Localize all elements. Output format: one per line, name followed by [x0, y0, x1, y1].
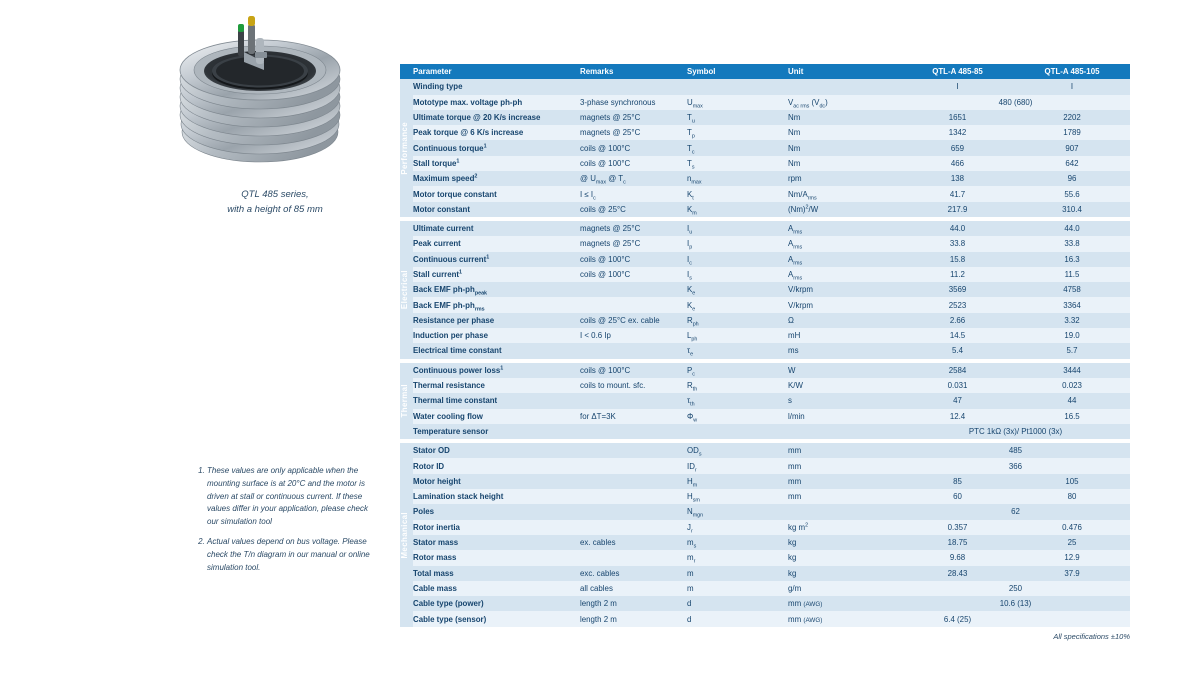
- cell-value-model-1: 11.2: [901, 267, 1014, 282]
- table-row: [400, 443, 1130, 458]
- cell-remarks: @ $U_{max}$ @ $T_c$: [580, 171, 687, 186]
- table-row: [400, 566, 1130, 581]
- caption-line-2: with a height of 85 mm: [227, 203, 323, 215]
- cell-parameter: Thermal resistance: [413, 378, 580, 393]
- col-header-remarks: Remarks: [580, 64, 687, 79]
- cell-symbol: $T_c$: [687, 140, 788, 155]
- cell-symbol: $ID_r$: [687, 458, 788, 473]
- cell-value-model-2: 25: [1014, 535, 1130, 550]
- cell-remarks: coils @ 100°C: [580, 363, 687, 378]
- table-row: [400, 424, 1130, 439]
- cell-value-model-2: 55.6: [1014, 186, 1130, 201]
- cell-unit: V/krpm: [788, 282, 901, 297]
- cell-value-shared: 62: [901, 504, 1130, 519]
- cell-value-model-1: 18.75: [901, 535, 1014, 550]
- cell-unit: Nm: [788, 125, 901, 140]
- cell-parameter: Motor height: [413, 474, 580, 489]
- cell-unit: $V_{ac rms}$ $(V_{dc})$: [788, 95, 901, 110]
- cell-parameter: Thermal time constant: [413, 393, 580, 408]
- cell-parameter: Stator mass: [413, 535, 580, 550]
- cell-value-shared: 250: [901, 581, 1130, 596]
- footnote-item: 2. Actual values depend on bus voltage. Please check the T/n diagram in our manual or online simulation tool.: [207, 536, 378, 574]
- cell-value-model-1: 6.4 (25): [901, 611, 1014, 626]
- cell-value-model-1: 33.8: [901, 236, 1014, 251]
- cell-parameter: Ultimate current: [413, 221, 580, 236]
- cell-value-model-1: 1342: [901, 125, 1014, 140]
- cell-remarks: [580, 282, 687, 297]
- cell-unit: ms: [788, 343, 901, 358]
- image-caption: [180, 188, 370, 217]
- cell-value-model-2: 16.5: [1014, 409, 1130, 424]
- footnote-item: 1. These values are only applicable when the mounting surface is at 20°C and the motor is driven at stall or continuous current. If these values differ in your application, please check our simulation tool: [207, 465, 378, 529]
- cell-remarks: [580, 489, 687, 504]
- cell-remarks: coils @ 25°C: [580, 202, 687, 217]
- cell-remarks: exc. cables: [580, 566, 687, 581]
- cell-value-model-1: 15.8: [901, 252, 1014, 267]
- table-row: [400, 202, 1130, 217]
- table-row: [400, 474, 1130, 489]
- cell-remarks: I < 0.6 Ip: [580, 328, 687, 343]
- cell-value-model-1: 47: [901, 393, 1014, 408]
- cell-unit: mm (AWG): [788, 596, 901, 611]
- cell-parameter: Back EMF $ph-ph_{peak}$: [413, 282, 580, 297]
- cell-remarks: [580, 474, 687, 489]
- cell-symbol: $T_s$: [687, 156, 788, 171]
- group-label-performance: Performance: [400, 79, 413, 217]
- cell-unit: $A_{rms}$: [788, 252, 901, 267]
- table-row: [400, 343, 1130, 358]
- cell-value-model-2: 12.9: [1014, 550, 1130, 565]
- cell-value-model-2: 2202: [1014, 110, 1130, 125]
- cell-symbol: [687, 79, 788, 94]
- cell-unit: kg: [788, 566, 901, 581]
- cell-remarks: $I \le I_c$: [580, 186, 687, 201]
- cell-value-model-1: 2.66: [901, 313, 1014, 328]
- cell-parameter: Rotor ID: [413, 458, 580, 473]
- cell-remarks: coils @ 100°C: [580, 252, 687, 267]
- cell-symbol: $I_s$: [687, 267, 788, 282]
- cell-parameter: Maximum speed$^2$: [413, 171, 580, 186]
- cell-symbol: $K_m$: [687, 202, 788, 217]
- product-illustration-panel: [0, 0, 395, 675]
- cell-remarks: 3-phase synchronous: [580, 95, 687, 110]
- cell-value-model-1: 60: [901, 489, 1014, 504]
- group-label-thermal: Thermal: [400, 363, 413, 439]
- cell-value-model-2: 37.9: [1014, 566, 1130, 581]
- cell-parameter: Motor constant: [413, 202, 580, 217]
- col-header-model-1: QTL-A 485-85: [901, 64, 1014, 79]
- cell-value-model-2: 907: [1014, 140, 1130, 155]
- table-row: [400, 581, 1130, 596]
- footnotes-block: [196, 465, 378, 581]
- cell-value-model-2: 11.5: [1014, 267, 1130, 282]
- cell-value-model-2: 5.7: [1014, 343, 1130, 358]
- cell-symbol: $P_c$: [687, 363, 788, 378]
- motor-image: [160, 8, 360, 188]
- table-row: [400, 79, 1130, 94]
- cell-symbol: $J_r$: [687, 520, 788, 535]
- cell-symbol: $H_{sm}$: [687, 489, 788, 504]
- cell-unit: mm: [788, 489, 901, 504]
- table-row: [400, 409, 1130, 424]
- table-row: [400, 171, 1130, 186]
- cell-value-model-2: 80: [1014, 489, 1130, 504]
- cell-unit: $A_{rms}$: [788, 267, 901, 282]
- cell-unit: Nm: [788, 110, 901, 125]
- cell-remarks: length 2 m: [580, 611, 687, 626]
- cell-remarks: [580, 393, 687, 408]
- cell-value-shared: 480 (680): [901, 95, 1130, 110]
- cell-unit: $A_{rms}$: [788, 236, 901, 251]
- cell-unit: $Nm/A_{rms}$: [788, 186, 901, 201]
- cell-value-model-2: 4758: [1014, 282, 1130, 297]
- table-row: [400, 156, 1130, 171]
- cell-remarks: ex. cables: [580, 535, 687, 550]
- cell-value-model-1: 1651: [901, 110, 1014, 125]
- table-header-row: [400, 64, 1130, 79]
- cell-symbol: $R_{ph}$: [687, 313, 788, 328]
- cell-value-model-2: 96: [1014, 171, 1130, 186]
- cell-unit: W: [788, 363, 901, 378]
- cell-parameter: Temperature sensor: [413, 424, 580, 439]
- cell-symbol: $T_p$: [687, 125, 788, 140]
- cell-remarks: [580, 443, 687, 458]
- table-row: [400, 95, 1130, 110]
- cell-parameter: Poles: [413, 504, 580, 519]
- group-label-electrical: Electrical: [400, 221, 413, 359]
- table-row: [400, 504, 1130, 519]
- table-row: [400, 393, 1130, 408]
- cell-value-model-1: 9.68: [901, 550, 1014, 565]
- cell-value-model-1: 217.9: [901, 202, 1014, 217]
- cell-value-model-2: 105: [1014, 474, 1130, 489]
- group-label-header: [400, 64, 413, 79]
- table-row: [400, 520, 1130, 535]
- cell-remarks: coils @ 100°C: [580, 267, 687, 282]
- cell-parameter: Cable type (sensor): [413, 611, 580, 626]
- cell-parameter: Resistance per phase: [413, 313, 580, 328]
- cell-unit: mm: [788, 443, 901, 458]
- cell-parameter: Stall torque$^1$: [413, 156, 580, 171]
- cell-value-shared: 366: [901, 458, 1130, 473]
- cell-value-model-1: 41.7: [901, 186, 1014, 201]
- table-row: [400, 236, 1130, 251]
- cell-symbol: $T_u$: [687, 110, 788, 125]
- cell-parameter: Ultimate torque @ 20 K/s increase: [413, 110, 580, 125]
- cell-symbol: m: [687, 566, 788, 581]
- cell-value-model-1: 85: [901, 474, 1014, 489]
- cell-remarks: [580, 424, 687, 439]
- specifications-table-container: [400, 64, 1130, 627]
- col-header-symbol: Symbol: [687, 64, 788, 79]
- cell-value-model-1: 466: [901, 156, 1014, 171]
- cell-unit: kg: [788, 550, 901, 565]
- cell-parameter: Cable type (power): [413, 596, 580, 611]
- cell-remarks: [580, 550, 687, 565]
- specification-tolerance-note: All specifications ±10%: [1053, 632, 1130, 641]
- cell-symbol: $\Phi_w$: [687, 409, 788, 424]
- cell-parameter: Stator OD: [413, 443, 580, 458]
- cell-symbol: $\tau_e$: [687, 343, 788, 358]
- table-row: [400, 550, 1130, 565]
- table-row: [400, 252, 1130, 267]
- table-row: [400, 282, 1130, 297]
- cell-value-model-1: 0.357: [901, 520, 1014, 535]
- cell-remarks: magnets @ 25°C: [580, 110, 687, 125]
- cell-value-model-2: 1789: [1014, 125, 1130, 140]
- cell-value-model-2: 3444: [1014, 363, 1130, 378]
- cell-symbol: $m_r$: [687, 550, 788, 565]
- table-row: [400, 611, 1130, 626]
- cell-parameter: Motor torque constant: [413, 186, 580, 201]
- table-row: [400, 596, 1130, 611]
- cell-value-model-1: 2523: [901, 297, 1014, 312]
- cell-unit: mm: [788, 474, 901, 489]
- table-row: [400, 140, 1130, 155]
- cell-symbol: d: [687, 611, 788, 626]
- cell-remarks: [580, 79, 687, 94]
- col-header-unit: Unit: [788, 64, 901, 79]
- cell-value-shared: 10.6 (13): [901, 596, 1130, 611]
- cell-unit: kg $m^2$: [788, 520, 901, 535]
- cell-parameter: Continuous power loss$^1$: [413, 363, 580, 378]
- cell-unit: Ω: [788, 313, 901, 328]
- cell-parameter: Mototype max. voltage ph-ph: [413, 95, 580, 110]
- table-row: [400, 378, 1130, 393]
- cell-parameter: Continuous current$^1$: [413, 252, 580, 267]
- cell-value-model-2: 44.0: [1014, 221, 1130, 236]
- cell-unit: kg: [788, 535, 901, 550]
- cell-symbol: $N_{mgn}$: [687, 504, 788, 519]
- cell-symbol: $L_{ph}$: [687, 328, 788, 343]
- table-row: [400, 297, 1130, 312]
- cell-symbol: $K_e$: [687, 282, 788, 297]
- cell-parameter: Induction per phase: [413, 328, 580, 343]
- cell-value-model-2: 33.8: [1014, 236, 1130, 251]
- cell-value-model-2: 3364: [1014, 297, 1130, 312]
- cell-remarks: [580, 297, 687, 312]
- table-row: [400, 110, 1130, 125]
- table-row: [400, 489, 1130, 504]
- table-row: [400, 221, 1130, 236]
- table-row: [400, 458, 1130, 473]
- table-body: [400, 79, 1130, 626]
- cell-value-model-2: 310.4: [1014, 202, 1130, 217]
- table-row: [400, 267, 1130, 282]
- group-label-mechanical: Mechanical: [400, 443, 413, 627]
- cell-symbol: m: [687, 581, 788, 596]
- cell-unit: $(Nm)^2/W$: [788, 202, 901, 217]
- cell-remarks: coils @ 25°C ex. cable: [580, 313, 687, 328]
- cell-unit: K/W: [788, 378, 901, 393]
- cell-remarks: for ΔT=3K: [580, 409, 687, 424]
- cell-parameter: Stall current$^1$: [413, 267, 580, 282]
- cell-symbol: $R_{th}$: [687, 378, 788, 393]
- cell-symbol: $\tau_{th}$: [687, 393, 788, 408]
- cell-value-model-1: I: [901, 79, 1014, 94]
- cell-value-model-1: 28.43: [901, 566, 1014, 581]
- cell-parameter: Back EMF $ph-ph_{rms}$: [413, 297, 580, 312]
- cell-parameter: Cable mass: [413, 581, 580, 596]
- cell-remarks: magnets @ 25°C: [580, 236, 687, 251]
- cell-value-shared: 485: [901, 443, 1130, 458]
- cell-unit: [788, 424, 901, 439]
- cell-symbol: $n_{max}$: [687, 171, 788, 186]
- cell-value-model-1: 2584: [901, 363, 1014, 378]
- cell-parameter: Peak current: [413, 236, 580, 251]
- cell-unit: $A_{rms}$: [788, 221, 901, 236]
- cell-unit: rpm: [788, 171, 901, 186]
- cell-symbol: $m_s$: [687, 535, 788, 550]
- cell-remarks: length 2 m: [580, 596, 687, 611]
- table-row: [400, 328, 1130, 343]
- cell-symbol: [687, 424, 788, 439]
- cell-value-model-2: 3.32: [1014, 313, 1130, 328]
- cell-value-model-1: 5.4: [901, 343, 1014, 358]
- cell-value-model-2: 642: [1014, 156, 1130, 171]
- cell-value-model-1: 3569: [901, 282, 1014, 297]
- cell-parameter: Peak torque @ 6 K/s increase: [413, 125, 580, 140]
- cell-parameter: Winding type: [413, 79, 580, 94]
- cell-parameter: Rotor inertia: [413, 520, 580, 535]
- cell-unit: V/krpm: [788, 297, 901, 312]
- cell-unit: Nm: [788, 156, 901, 171]
- cell-symbol: $I_c$: [687, 252, 788, 267]
- cell-symbol: $I_u$: [687, 221, 788, 236]
- table-row: [400, 125, 1130, 140]
- cell-value-model-1: 14.5: [901, 328, 1014, 343]
- cell-parameter: Electrical time constant: [413, 343, 580, 358]
- cell-symbol: $K_t$: [687, 186, 788, 201]
- cell-parameter: Lamination stack height: [413, 489, 580, 504]
- cell-value-model-2: 44: [1014, 393, 1130, 408]
- specifications-table: [400, 64, 1130, 627]
- cell-unit: l/min: [788, 409, 901, 424]
- cell-unit: Nm: [788, 140, 901, 155]
- cell-remarks: magnets @ 25°C: [580, 125, 687, 140]
- cell-remarks: [580, 343, 687, 358]
- caption-line-1: QTL 485 series,: [241, 189, 309, 200]
- cell-symbol: d: [687, 596, 788, 611]
- cell-unit: mH: [788, 328, 901, 343]
- cell-remarks: coils to mount. sfc.: [580, 378, 687, 393]
- cell-value-model-2: 19.0: [1014, 328, 1130, 343]
- torque-motor-graphic: [160, 8, 360, 188]
- cell-value-model-2: [1014, 611, 1130, 626]
- cell-symbol: $H_m$: [687, 474, 788, 489]
- cell-remarks: [580, 520, 687, 535]
- table-row: [400, 313, 1130, 328]
- cell-value-model-1: 0.031: [901, 378, 1014, 393]
- cell-symbol: $U_{max}$: [687, 95, 788, 110]
- cell-remarks: coils @ 100°C: [580, 156, 687, 171]
- cell-unit: [788, 79, 901, 94]
- cell-value-model-1: 659: [901, 140, 1014, 155]
- cell-symbol: $I_p$: [687, 236, 788, 251]
- cell-value-model-2: I: [1014, 79, 1130, 94]
- cell-symbol: $OD_s$: [687, 443, 788, 458]
- cell-unit: mm: [788, 458, 901, 473]
- cell-value-shared: PTC 1kΩ (3x)/ Pt1000 (3x): [901, 424, 1130, 439]
- table-row: [400, 363, 1130, 378]
- cell-value-model-2: 16.3: [1014, 252, 1130, 267]
- cell-parameter: Total mass: [413, 566, 580, 581]
- cell-value-model-2: 0.023: [1014, 378, 1130, 393]
- cell-value-model-2: 0.476: [1014, 520, 1130, 535]
- cell-value-model-1: 138: [901, 171, 1014, 186]
- cell-unit: g/m: [788, 581, 901, 596]
- cell-symbol: $K_e$: [687, 297, 788, 312]
- cell-unit: mm (AWG): [788, 611, 901, 626]
- cell-parameter: Water cooling flow: [413, 409, 580, 424]
- col-header-parameter: Parameter: [413, 64, 580, 79]
- cell-value-model-1: 44.0: [901, 221, 1014, 236]
- cell-remarks: magnets @ 25°C: [580, 221, 687, 236]
- table-row: [400, 186, 1130, 201]
- table-row: [400, 535, 1130, 550]
- cell-unit: [788, 504, 901, 519]
- cell-remarks: coils @ 100°C: [580, 140, 687, 155]
- cell-value-model-1: 12.4: [901, 409, 1014, 424]
- cell-parameter: Continuous torque$^1$: [413, 140, 580, 155]
- cell-unit: s: [788, 393, 901, 408]
- cell-remarks: [580, 458, 687, 473]
- col-header-model-2: QTL-A 485-105: [1014, 64, 1130, 79]
- cell-remarks: [580, 504, 687, 519]
- cell-remarks: all cables: [580, 581, 687, 596]
- cell-parameter: Rotor mass: [413, 550, 580, 565]
